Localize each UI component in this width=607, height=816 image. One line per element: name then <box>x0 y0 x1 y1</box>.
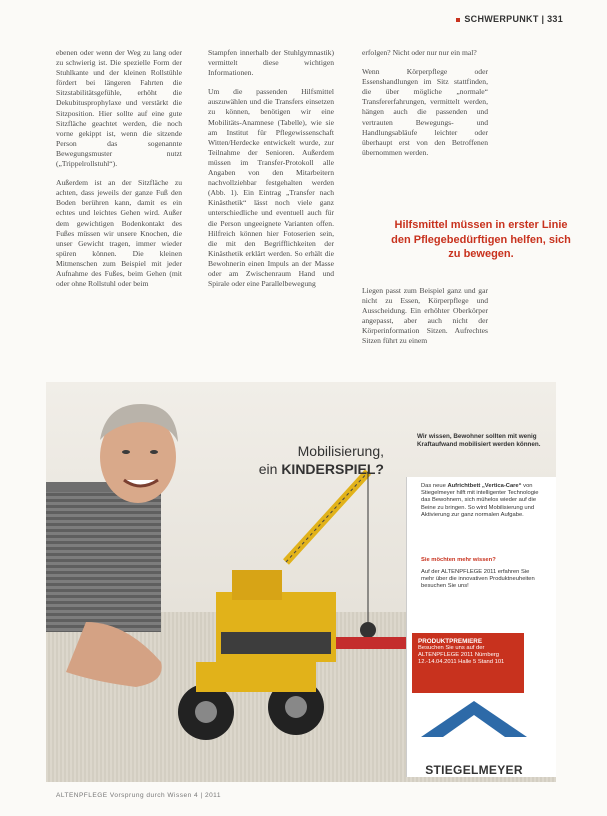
ad-headline-line2: ein <box>258 461 278 477</box>
page-footer: ALTENPFLEGE Vorsprung durch Wissen 4 | 2011 <box>56 792 221 799</box>
text-column-2 <box>208 48 334 298</box>
ad-headline-bold: KINDERSPIEL? <box>281 461 384 477</box>
pull-quote: Hilfsmittel müssen in erster Linie den Pflegebedürftigen helfen, sich zu bewegen. <box>391 219 571 260</box>
ad-body <box>421 483 541 519</box>
ad-headline <box>224 442 384 478</box>
paragraph: Liegen passt zum Beispiel ganz und gar nicht zu Essen, Körperpflege und Ausscheidung. Ein erhöhter Oberkörper angepasst, aber auch nicht der Körperinformation Sitzen. Aufrechtes Sitzen führt zu einem <box>362 286 488 346</box>
text-column-1 <box>56 48 182 298</box>
ad-question: Sie möchten mehr wissen? <box>421 557 496 563</box>
product-premiere-box <box>412 633 524 693</box>
stiegelmeyer-logo-icon <box>419 697 529 761</box>
ad-headline-line1: Mobilisierung, <box>297 443 384 459</box>
page-number: 331 <box>547 14 563 24</box>
ad-body-text: von Stiegelmeyer hilft mit intelligenter Technologie das Bewohnern, sich mühelos wieder auf die Beine zu bringen. So wird Mobilisierung und Aktivierung zur ganz normalen Aufgabe. <box>421 483 539 518</box>
ad-intro: Wir wissen, Bewohner sollten mit wenig Kraftaufwand mobilisiert werden können. <box>417 433 541 448</box>
premiere-text: Besuchen Sie uns auf der ALTENPFLEGE 2011 Nürnberg 12.-14.04.2011 Halle 5 Stand 101 <box>418 645 505 665</box>
text-column-3-continued <box>362 286 488 347</box>
paragraph: Stampfen innerhalb der Stuhlgymnastik) vermittelt diese wichtigen Informationen. <box>208 48 334 78</box>
paragraph: Wenn Körperpflege oder Essenshandlungen im Sitz stattfinden, die über mögliche „normale“ Transfererfahrungen, vermittelt werden, hängen auch die passenden und vertrauten Bewegungs- und Handlungsabläufe leichter oder überhaupt erst von den Betroffenen übernommen werden. <box>362 67 488 157</box>
paragraph: Außerdem ist an der Sitzfläche zu achten, dass jeweils der ganze Fuß den Boden berühren kann, damit es ein echtes und leichtes Gehen wird. Außer dem gewichtigen Bodenkontakt des Fußes müssen wir unsere Knochen, die unser Gewicht tragen, immer wieder spüren können. Die kleinen Mitmenschen zum Beispiel mit jeder Aufnahme des Fußes, beim Gehen (mit oder ohne Rollstuhl oder beim <box>56 178 182 289</box>
page-header: SCHWERPUNKT | 331 <box>456 14 563 24</box>
section-title: SCHWERPUNKT <box>464 14 539 24</box>
brand-name: STIEGELMEYER <box>425 763 523 777</box>
ad-product-name: Aufrichtbett „Vertica-Care“ <box>447 483 522 489</box>
toy-crane-photo <box>136 442 436 772</box>
paragraph: ebenen oder wenn der Weg zu lang oder zu schwierig ist. Die spezielle Form der Stuhlkante und der kleinen Rollstühle fördert bei längeren Fahrten die Sitzstabilitätsgefühle, erhöht die Dekubitusprophylaxe und verstärkt die Sitzposition. Hier sollte auf eine gute Sitzfläche geachtet werden, die noch vorne gekippt ist, wenn die sitzende Person das sogenannte Bewegungsmuster nutzt („Trippelrollstuhl“). <box>56 48 182 169</box>
ad-info-panel <box>406 433 556 777</box>
premiere-title: PRODUKTPREMIERE <box>418 638 483 645</box>
paragraph: Um die passenden Hilfsmittel auszuwählen und die Transfers einsetzen zu können, benötigen wir eine Mobilitäts-Anamnese (Tabelle), wie sie am Institut für Pflegewissenschaft Witten/Herdecke entwickelt wurde, zur Teilnahme der Senioren. Außerdem müssen im Transfer-Protokoll alle Angaben von den Mitarbeitern nachvollziehbar festgehalten werden (Abb. 1). Ein Eintrag „Transfer nach Kinästhetik“ lässt noch viele ganz unterschiedliche und eventuell auch für die Person ungeeignete Varianten offen. Hilfreich können hier Fotoserien sein, die mit den Begrifflichkeiten der Kinästhetik erklärt werden. So erhält die Bewohnerin einen Impuls an der Masse oder am Zwischenraum Hand und Spirale oder eine Parallelbewegung <box>208 87 334 289</box>
ad-body-start: Das neue <box>421 483 446 489</box>
text-column-3 <box>362 48 488 167</box>
ad-cta: Auf der ALTENPFLEGE 2011 erfahren Sie mehr über die innovativen Produktneuheiten besuchen Sie uns! <box>421 569 535 590</box>
paragraph: erfolgen? Nicht oder nur nur ein mal? <box>362 48 477 57</box>
advertisement <box>46 382 556 782</box>
section-marker-icon <box>456 18 460 22</box>
